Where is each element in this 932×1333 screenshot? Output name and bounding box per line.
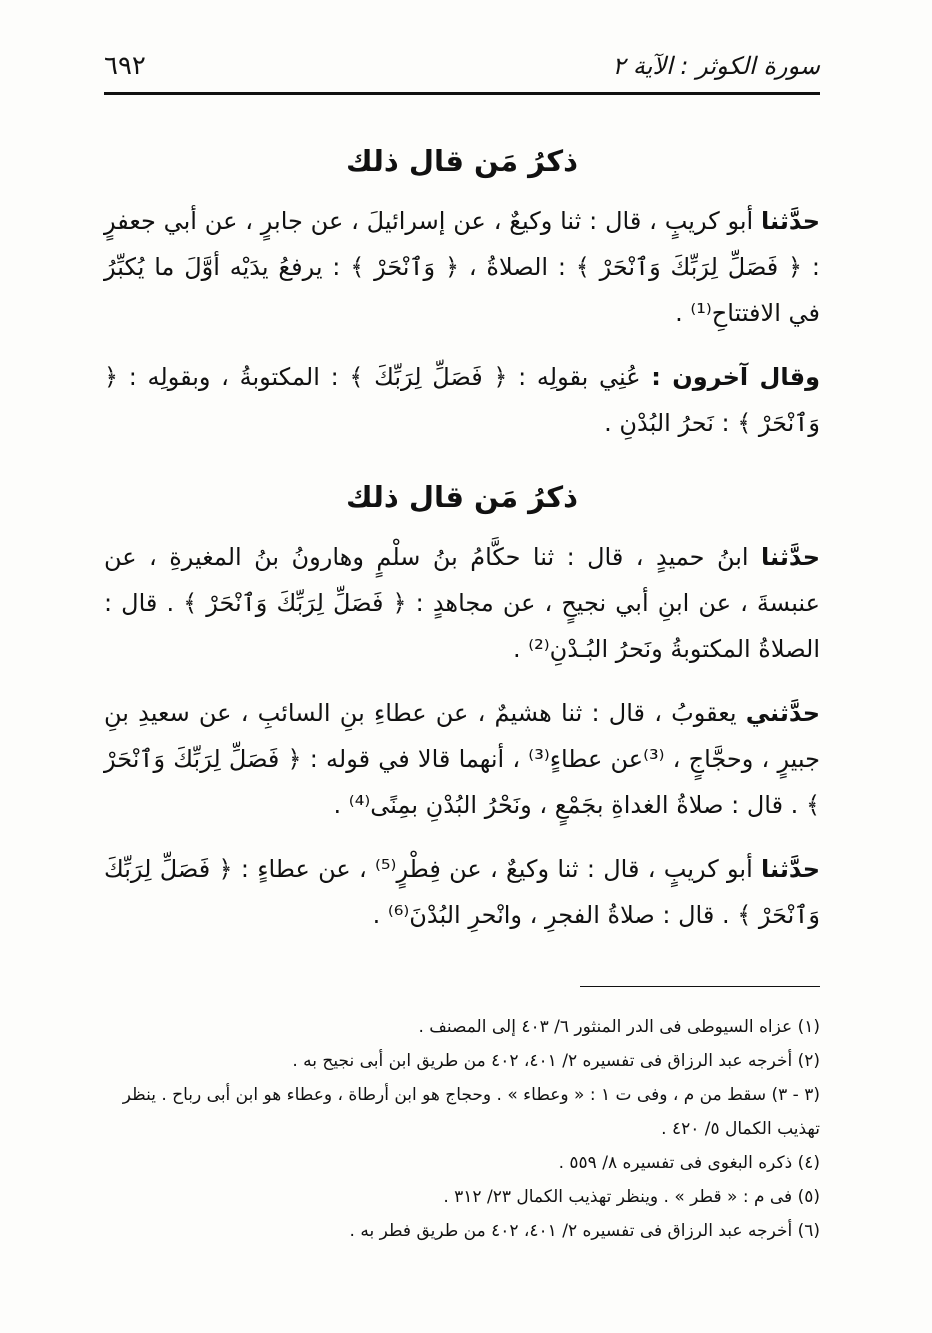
- paragraph-text: عُنِي بقولِه : ﴿ فَصَلِّ لِرَبِّكَ ﴾ : المكتوبةُ ، وبقولِه : ﴿ وَٱنْحَرْ ﴾ : نَحرُ البُدْنِ .: [104, 363, 820, 437]
- paragraph-text: يعقوبُ ، قال : ثنا هشيمٌ ، عن عطاءِ بنِ السائبِ ، عن سعيدِ بنِ جبيرٍ ، وحجَّاجٍ ، ⁽³⁾عن عطاءٍ⁽³⁾ ، أنهما قالا في قوله : ﴿ فَصَلِّ لِرَبِّكَ وَٱنْحَرْ ﴾ . قال : صلاةُ الغداةِ بجَمْعٍ ، ونَحْرُ البُدْنِ بمِنًى⁽⁴⁾ .: [104, 699, 821, 819]
- footnote: (٣ - ٣) سقط من م ، وفى ت ١ : « وعطاء » . وحجاج هو ابن أرطاة ، وعطاء هو ابن أبى رباح . ينظر تهذيب الكمال ٥/ ٤٢٠ .: [122, 1085, 820, 1139]
- paragraph-text: أبو كريبٍ ، قال : ثنا وكيعٌ ، عن فِطْرٍ⁽⁵⁾ ، عن عطاءٍ : ﴿ فَصَلِّ لِرَبِّكَ وَٱنْحَرْ ﴾ . قال : صلاةُ الفجرِ ، وانْحرِ البُدْنَ⁽⁶⁾ .: [104, 855, 820, 929]
- footnotes: [104, 1010, 820, 1248]
- paragraph-text: ابنُ حميدٍ ، قال : ثنا حكَّامُ بنُ سلْمٍ وهارونُ بنُ المغيرةِ ، عن عنبسةَ ، عن ابنِ أبي نجيحٍ ، عن مجاهدٍ : ﴿ فَصَلِّ لِرَبِّكَ وَٱنْحَرْ ﴾ . قال : الصلاةُ المكتوبةُ ونَحرُ البُـدْنِ⁽²⁾ .: [104, 543, 820, 663]
- section-heading: ذكرُ مَن قال ذلك: [346, 144, 578, 178]
- footnote-divider: [580, 986, 820, 987]
- paragraph-lead: حدَّثنا: [761, 855, 821, 883]
- main-text: [104, 140, 820, 956]
- footnote: (١) عزاه السيوطى فى الدر المنثور ٦/ ٤٠٣ إلى المصنف .: [418, 1017, 820, 1037]
- paragraph-lead: حدَّثنا: [761, 207, 820, 235]
- paragraph-lead: حدَّثنا: [761, 543, 820, 571]
- footnote: (٥) فى م : « قطر » . وينظر تهذيب الكمال ٢٣/ ٣١٢ .: [443, 1187, 820, 1207]
- hadith-paragraph: [104, 354, 820, 446]
- paragraph-lead: حدَّثني: [745, 699, 820, 727]
- footnote: (٤) ذكره البغوى فى تفسيره ٨/ ٥٥٩ .: [558, 1153, 820, 1173]
- running-title: سورة الكوثر : الآية ٢: [612, 52, 820, 80]
- footnote: (٦) أخرجه عبد الرزاق فى تفسيره ٢/ ٤٠١، ٤٠٢ من طريق فطر به .: [349, 1221, 820, 1241]
- page-header: [104, 40, 820, 95]
- paragraph-lead: وقال آخرون :: [651, 363, 820, 391]
- section-heading: ذكرُ مَن قال ذلك: [346, 480, 578, 514]
- page-number: ٦٩٢: [104, 51, 146, 81]
- hadith-paragraph: [104, 846, 820, 938]
- hadith-paragraph: [104, 198, 820, 336]
- hadith-paragraph: [104, 690, 820, 828]
- footnote: (٢) أخرجه عبد الرزاق فى تفسيره ٢/ ٤٠١، ٤٠٢ من طريق ابن أبى نجيح به .: [292, 1051, 820, 1071]
- paragraph-text: أبو كريبٍ ، قال : ثنا وكيعٌ ، عن إسرائيلَ ، عن جابرٍ ، عن أبي جعفرٍ : ﴿ فَصَلِّ لِرَبِّكَ وَٱنْحَرْ ﴾ : الصلاةُ ، ﴿ وَٱنْحَرْ ﴾ : يرفعُ يدَيْه أوَّلَ ما يُكبِّرُ في الافتتاحِ⁽¹⁾ .: [104, 207, 820, 327]
- hadith-paragraph: [104, 534, 820, 672]
